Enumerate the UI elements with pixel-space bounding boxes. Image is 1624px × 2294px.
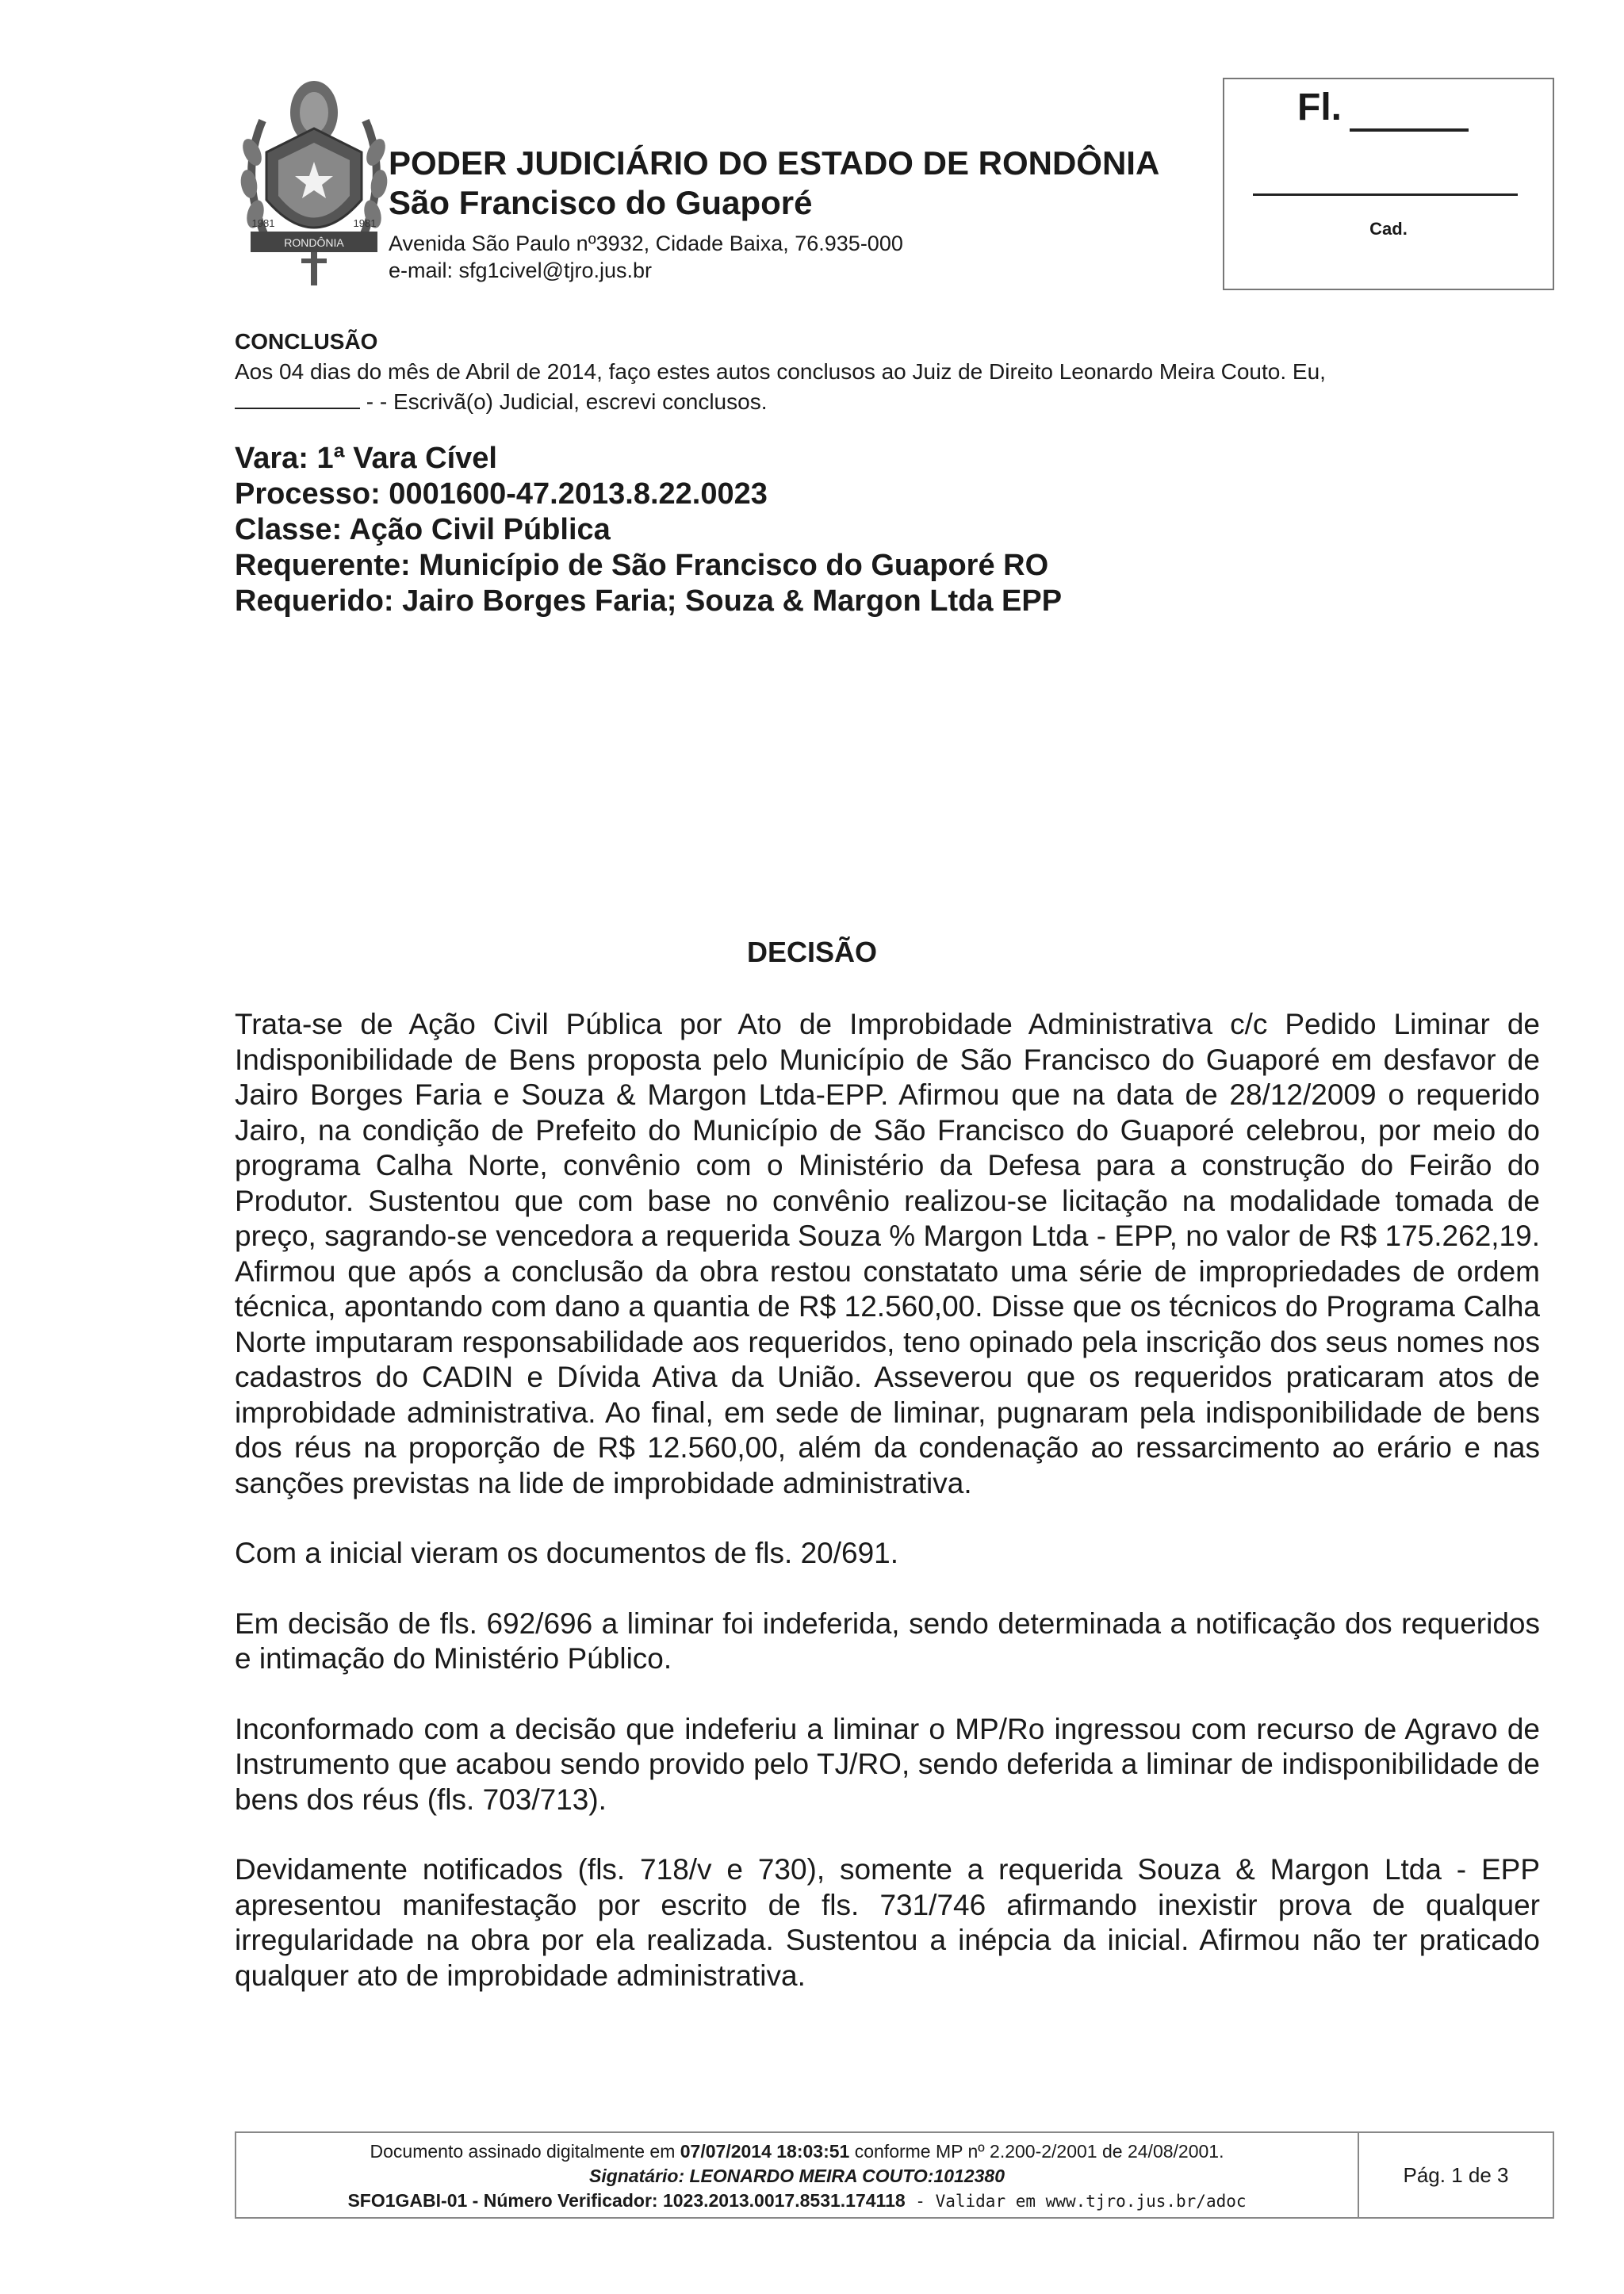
decision-paragraph: Devidamente notificados (fls. 718/v e 730), somente a requerida Souza & Margon Ltda - EPP apresentou manifestação por escrito de fls. 731/746 afirmando inexistir prova de qualquer irregularidade na obra por ela realizada. Sustentou a inépcia da inicial. Afirmou não ter praticado qualquer ato de improbidade administrativa. xyxy=(235,1853,1540,1992)
state-coat-of-arms-logo xyxy=(235,73,393,295)
court-email: e-mail: sfg1civel@tjro.jus.br xyxy=(389,259,653,282)
conclusao-line-2 xyxy=(235,387,1551,417)
court-address: Avenida São Paulo nº3932, Cidade Baixa, 76.935-000 xyxy=(389,232,903,255)
signature-blank xyxy=(235,390,360,409)
folio-signature-line xyxy=(1253,193,1518,196)
signature-footer xyxy=(235,2131,1554,2219)
court-city: São Francisco do Guaporé xyxy=(389,184,813,221)
seal-year-left: 1981 xyxy=(251,217,275,229)
signature-date-line xyxy=(236,2139,1358,2164)
conclusao-section xyxy=(235,327,1551,417)
verifier-line xyxy=(236,2189,1358,2214)
requerido: Requerido: Jairo Borges Faria; Souza & Margon Ltda EPP xyxy=(235,584,1063,618)
vara: Vara: 1ª Vara Cível xyxy=(235,442,497,475)
decision-paragraph: Com a inicial vieram os documentos de fls. 20/691. xyxy=(235,1537,899,1569)
signature-datetime: 07/07/2014 18:03:51 xyxy=(680,2141,850,2162)
court-name: PODER JUDICIÁRIO DO ESTADO DE RONDÔNIA xyxy=(389,144,1160,182)
signature-date-suffix: conforme MP nº 2.200-2/2001 de 24/08/2001. xyxy=(849,2141,1224,2162)
seal-banner-text: RONDÔNIA xyxy=(284,236,344,249)
decision-body xyxy=(235,1007,1540,2028)
signature-date-prefix: Documento assinado digitalmente em xyxy=(370,2141,680,2162)
page-number: Pág. 1 de 3 xyxy=(1403,2162,1509,2187)
classe: Classe: Ação Civil Pública xyxy=(235,513,611,546)
decision-title: DECISÃO xyxy=(746,936,878,968)
signatory: Signatário: LEONARDO MEIRA COUTO:1012380 xyxy=(589,2166,1005,2186)
decision-paragraph: Em decisão de fls. 692/696 a liminar foi indeferida, sendo determinada a notificação dos requeridos e intimação do Ministério Público. xyxy=(235,1607,1540,1675)
cad-label: Cad. xyxy=(1369,219,1408,239)
folio-number-line xyxy=(1350,128,1469,132)
decision-paragraph: Inconformado com a decisão que indeferiu a liminar o MP/Ro ingressou com recurso de Agravo de Instrumento que acabou sendo provido pelo TJ/RO, sendo deferida a liminar de indisponibilidade de bens dos réus (fls. 703/713). xyxy=(235,1712,1540,1816)
conclusao-title: CONCLUSÃO xyxy=(235,329,378,354)
conclusao-line-1: Aos 04 dias do mês de Abril de 2014, faço estes autos conclusos ao Juiz de Direito Leonardo Meira Couto. Eu, xyxy=(235,359,1326,384)
signature-info xyxy=(236,2133,1359,2217)
process-info xyxy=(235,441,1062,619)
decision-paragraph: Trata-se de Ação Civil Pública por Ato de Improbidade Administrativa c/c Pedido Liminar de Indisponibilidade de Bens proposta pelo Município de São Francisco do Guaporé em desfavor de Jairo Borges Faria e Souza & Margon Ltda-EPP. Afirmou que na data de 28/12/2009 o requerido Jairo, na condição de Prefeito do Município de São Francisco do Guaporé celebrou, por meio do programa Calha Norte, convênio com o Ministério da Defesa para a construção do Feirão do Produtor. Sustentou que com base no convênio realizou-se licitação na modalidade tomada de preço, sagrando-se vencedora a requerida Souza % Margon Ltda - EPP, no valor de R$ 175.262,19. Afirmou que após a conclusão da obra restou constatato uma série de impropriedades de ordem técnica, apontando com dano a quantia de R$ 12.560,00. Disse que os técnicos do Programa Calha Norte imputaram responsabilidade aos requeridos, teno opinado pela inscrição dos seus nomes nos cadastros do CADIN e Dívida Ativa da União. Asseverou que os requeridos praticaram atos de improbidade administrativa. Ao final, em sede de liminar, pugnaram pela indisponibilidade de bens dos réus na proporção de R$ 12.560,00, além da condenação ao ressarcimento ao erário e nas sanções previstas na lide de improbidade administrativa. xyxy=(235,1008,1540,1499)
requerente: Requerente: Município de São Francisco do Guaporé RO xyxy=(235,549,1049,582)
folio-box xyxy=(1223,78,1554,290)
conclusao-line-2-text: - - Escrivã(o) Judicial, escrevi conclusos. xyxy=(360,389,768,414)
court-header xyxy=(389,143,1182,284)
folio-label: Fl. xyxy=(1297,86,1342,128)
processo-number: Processo: 0001600-47.2013.8.22.0023 xyxy=(235,477,768,511)
verifier-number: SFO1GABI-01 - Número Verificador: 1023.2013.0017.8531.174118 xyxy=(347,2190,906,2211)
validation-url: - Validar em www.tjro.jus.br/adoc xyxy=(905,2192,1247,2211)
seal-year-right: 1981 xyxy=(353,217,377,229)
